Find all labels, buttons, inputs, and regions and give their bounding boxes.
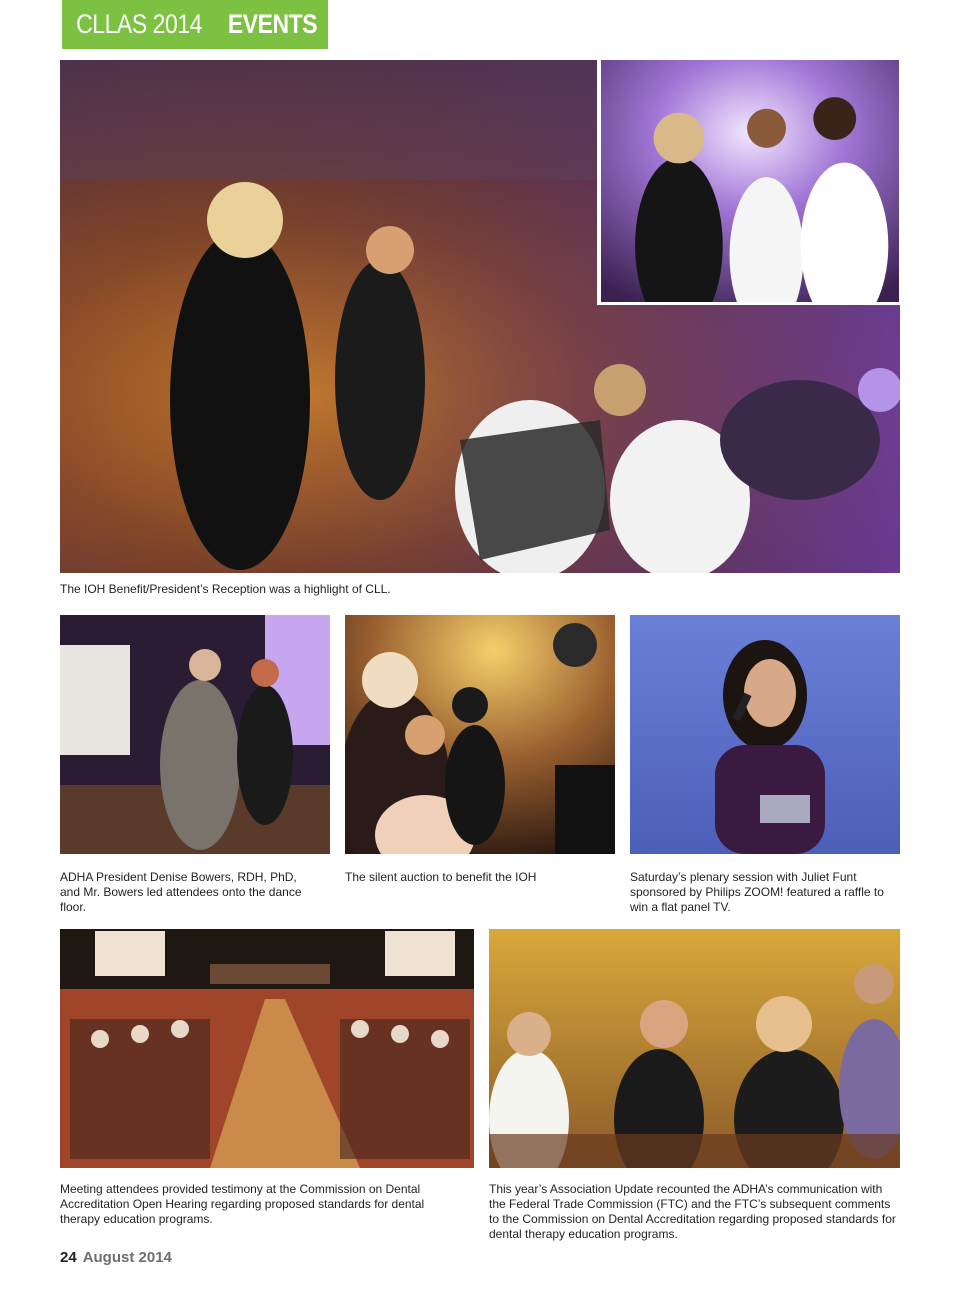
- section-title-bold: EVENTS: [227, 9, 317, 39]
- page-number: 24: [60, 1249, 77, 1266]
- photo-inset-laughing: [597, 57, 903, 305]
- photo-plenary-speaker: [630, 615, 900, 854]
- caption-plenary: Saturday’s plenary session with Juliet Funt sponsored by Philips ZOOM! featured a raffle to win a flat panel TV.: [630, 870, 884, 914]
- photo-silent-auction: [345, 615, 615, 854]
- photo-association-update: [489, 929, 900, 1168]
- photo-president-dance: [60, 615, 330, 854]
- caption-main: The IOH Benefit/President’s Reception was a highlight of CLL.: [60, 582, 391, 596]
- issue-date: August 2014: [82, 1249, 172, 1266]
- caption-hearing: Meeting attendees provided testimony at the Commission on Dental Accreditation Open Hearing regarding proposed standards for dental therapy education programs.: [60, 1182, 425, 1226]
- section-title-light: CLLAS 2014: [76, 9, 203, 39]
- caption-update: This year’s Association Update recounted the ADHA’s communication with the Federal Trade Commission (FTC) and the FTC’s subsequent comments to the Commission on Dental Accreditation regarding proposed standards for dental therapy education programs.: [489, 1182, 896, 1241]
- page-footer: [60, 1249, 172, 1266]
- caption-president: ADHA President Denise Bowers, RDH, PhD, and Mr. Bowers led attendees onto the dance floor.: [60, 870, 302, 914]
- section-banner: [62, 0, 328, 49]
- caption-auction: The silent auction to benefit the IOH: [345, 870, 537, 884]
- photo-open-hearing: [60, 929, 474, 1168]
